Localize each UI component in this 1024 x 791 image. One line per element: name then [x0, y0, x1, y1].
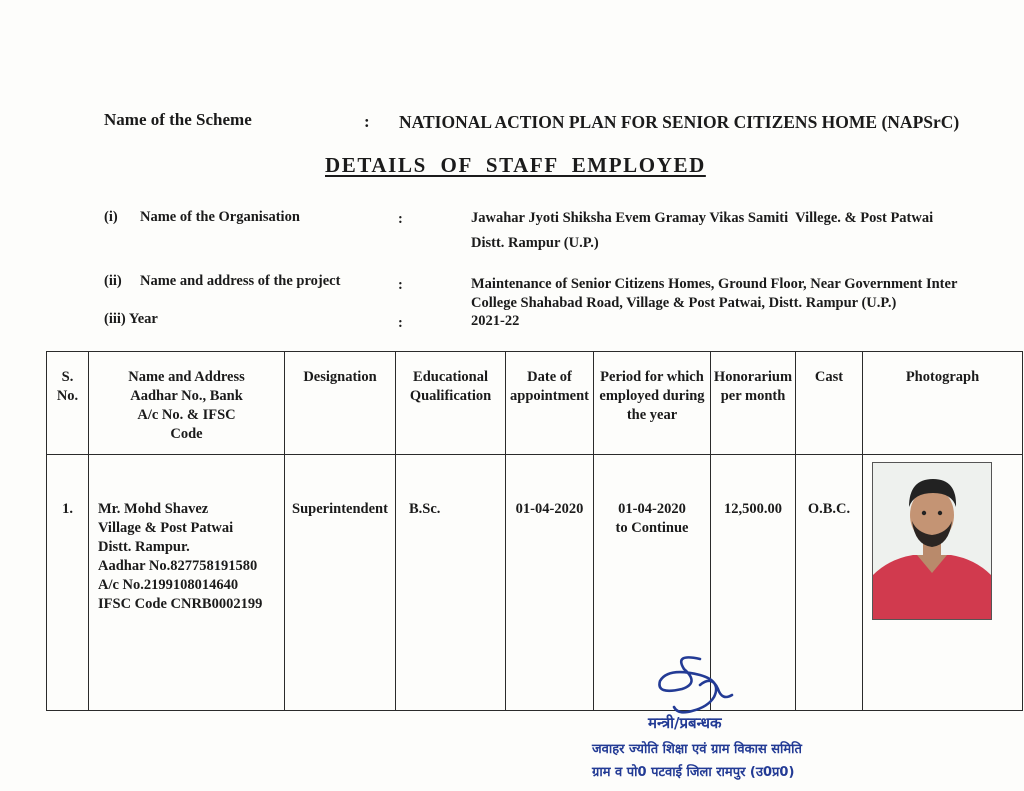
cell-honorarium: 12,500.00: [711, 455, 796, 711]
field-value-project-line2: College Shahabad Road, Village & Post Patwai, Distt. Rampur (U.P.): [471, 295, 897, 311]
stamp-designation: मन्त्री/प्रबन्धक: [648, 714, 722, 732]
document-title: DETAILS OF STAFF EMPLOYED: [325, 153, 706, 177]
cell-cast: O.B.C.: [796, 455, 863, 711]
field-colon-project: :: [398, 277, 403, 293]
person-photo-illustration: [873, 463, 991, 619]
field-colon-year: :: [398, 315, 403, 331]
field-value-project-line1: Maintenance of Senior Citizens Homes, Ground Floor, Near Government Inter: [471, 276, 958, 292]
header-designation: Designation: [285, 352, 396, 455]
field-number-organisation: (i): [104, 209, 118, 225]
field-number-project: (ii): [104, 273, 122, 289]
field-colon-organisation: :: [398, 211, 403, 227]
stamp-organisation: जवाहर ज्योति शिक्षा एवं ग्राम विकास समिति: [592, 742, 802, 757]
field-value-year: 2021-22: [471, 313, 520, 329]
scheme-label: Name of the Scheme: [104, 110, 252, 129]
field-label-project: Name and address of the project: [140, 273, 341, 289]
header-sno: S. No.: [47, 352, 89, 455]
cell-education: B.Sc.: [396, 455, 506, 711]
table-header-row: [47, 352, 1023, 455]
header-honorarium: Honorarium per month: [711, 352, 796, 455]
cell-period: 01-04-2020 to Continue: [594, 455, 711, 711]
field-label-year: (iii) Year: [104, 311, 158, 327]
header-name-address: Name and Address Aadhar No., Bank A/c No. & IFSC Code: [89, 352, 285, 455]
field-value-organisation-line2: Distt. Rampur (U.P.): [471, 235, 599, 251]
scheme-colon: :: [364, 112, 370, 131]
field-value-organisation-line1: Jawahar Jyoti Shiksha Evem Gramay Vikas Samiti Villege. & Post Patwai: [471, 210, 934, 226]
stamp-address: ग्राम व पो0 पटवाई जिला रामपुर (उ0प्र0): [592, 765, 795, 780]
cell-sno: 1.: [47, 455, 89, 711]
header-cast: Cast: [796, 352, 863, 455]
signature-stamp: [588, 645, 828, 785]
header-period: Period for which employed during the year: [594, 352, 711, 455]
staff-photo: [872, 462, 992, 620]
header-date: Date of appointment: [506, 352, 594, 455]
cell-name-address: Mr. Mohd Shavez Village & Post Patwai Distt. Rampur. Aadhar No.827758191580 A/c No.2199108014640 IFSC Code CNRB0002199: [89, 455, 285, 711]
cell-designation: Superintendent: [285, 455, 396, 711]
header-education: Educational Qualification: [396, 352, 506, 455]
cell-date: 01-04-2020: [506, 455, 594, 711]
scheme-name: NATIONAL ACTION PLAN FOR SENIOR CITIZENS HOME (NAPSrC): [399, 112, 960, 132]
header-photograph: Photograph: [863, 352, 1023, 455]
field-label-organisation: Name of the Organisation: [140, 209, 300, 225]
